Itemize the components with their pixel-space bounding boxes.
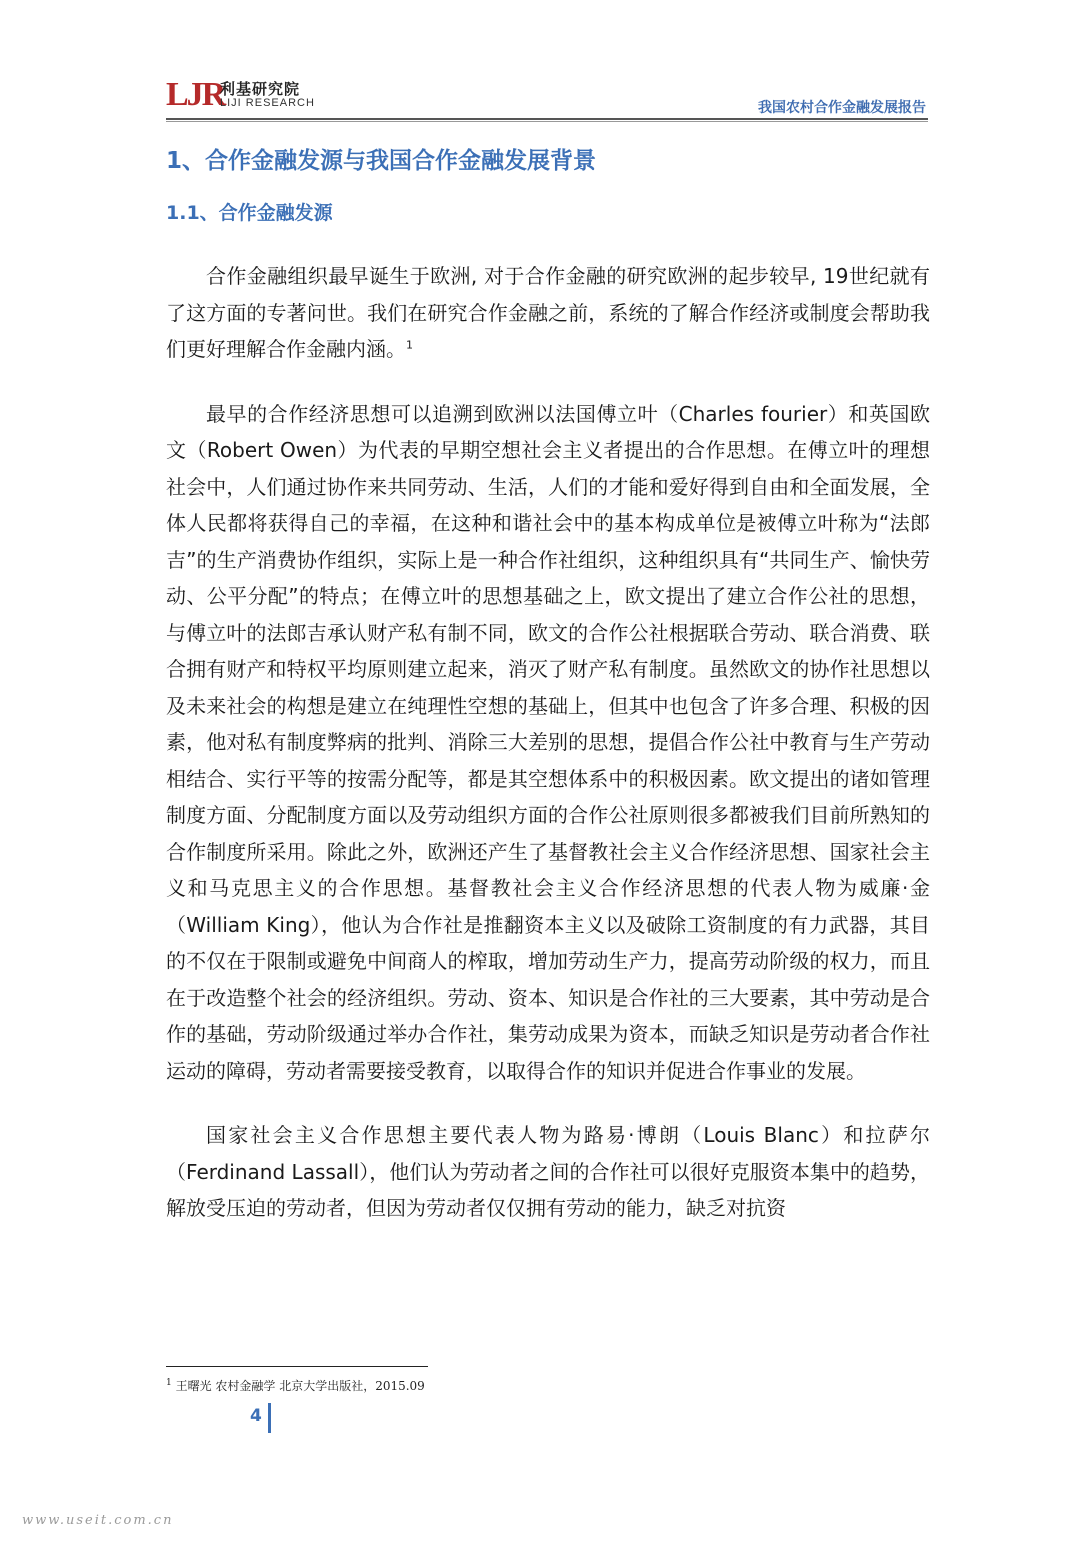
paragraph-3: 国家社会主义合作思想主要代表人物为路易·博朗（Louis Blanc）和拉萨尔（Ferdinand Lassall），他们认为劳动者之间的合作社可以很好克服资本集中的趋势，解放受压迫的劳动者，但因为劳动者仅仅拥有劳动的能力，缺乏对抗资 bbox=[166, 1123, 930, 1220]
footnote-text: 王曙光 农村金融学 北京大学出版社，2015.09 bbox=[175, 1379, 425, 1393]
footnote-divider bbox=[166, 1366, 428, 1367]
logo bbox=[166, 78, 366, 112]
footnote-ref[interactable]: 1 bbox=[406, 338, 413, 352]
header-divider bbox=[166, 118, 928, 120]
paragraph-1-text: 合作金融组织最早诞生于欧洲, 对于合作金融的研究欧洲的起步较早, 19世纪就有了这方面的专著问世。我们在研究合作金融之前，系统的了解合作经济或制度会帮助我们更好理解合作金融内涵。 bbox=[166, 264, 930, 361]
header-divider-thin bbox=[166, 121, 928, 122]
footnote-number: 1 bbox=[166, 1378, 172, 1388]
report-title: 我国农村合作金融发展报告 bbox=[758, 100, 926, 116]
paragraph-1 bbox=[166, 258, 930, 368]
page-number: 4 bbox=[250, 1406, 262, 1426]
footnote bbox=[166, 1377, 425, 1394]
watermark: www.useit.com.cn bbox=[22, 1513, 174, 1528]
logo-english-name: LIJI RESEARCH bbox=[220, 97, 315, 109]
logo-mark: LJR bbox=[166, 76, 225, 113]
logo-chinese-name: 利基研究院 bbox=[220, 80, 301, 98]
subsection-heading: 1.1、合作金融发源 bbox=[166, 202, 333, 224]
section-heading: 1、合作金融发源与我国合作金融发展背景 bbox=[166, 148, 597, 174]
body-text bbox=[166, 258, 930, 1255]
paragraph-2: 最早的合作经济思想可以追溯到欧洲以法国傅立叶（Charles fourier）和英国欧文（Robert Owen）为代表的早期空想社会主义者提出的合作思想。在傅立叶的理想社会中，人们通过协作来共同劳动、生活，人们的才能和爱好得到自由和全面发展，全体人民都将获得自己的幸福，在这种和谐社会中的基本构成单位是被傅立叶称为“法郎吉”的生产消费协作组织，实际上是一种合作社组织，这种组织具有“共同生产、愉快劳动、公平分配”的特点；在傅立叶的思想基础之上，欧文提出了建立合作公社的思想，与傅立叶的法郎吉承认财产私有制不同，欧文的合作公社根据联合劳动、联合消费、联合拥有财产和特权平均原则建立起来，消灭了财产私有制度。虽然欧文的协作社思想以及未来社会的构想是建立在纯理性空想的基础上，但其中也包含了许多合理、积极的因素，他对私有制度弊病的批判、消除三大差别的思想，提倡合作公社中教育与生产劳动相结合、实行平等的按需分配等，都是其空想体系中的积极因素。欧文提出的诸如管理制度方面、分配制度方面以及劳动组织方面的合作公社原则很多都被我们目前所熟知的合作制度所采用。除此之外，欧洲还产生了基督教社会主义合作经济思想、国家社会主义和马克思主义的合作思想。基督教社会主义合作经济思想的代表人物为威廉·金（William King），他认为合作社是推翻资本主义以及破除工资制度的有力武器，其目的不仅在于限制或避免中间商人的榨取，增加劳动生产力，提高劳动阶级的权力，而且在于改造整个社会的经济组织。劳动、资本、知识是合作社的三大要素，其中劳动是合作的基础，劳动阶级通过举办合作社，集劳动成果为资本，而缺乏知识是劳动者合作社运动的障碍，劳动者需要接受教育，以取得合作的知识并促进合作事业的发展。 bbox=[166, 401, 930, 1083]
page-number-bar bbox=[268, 1403, 271, 1433]
